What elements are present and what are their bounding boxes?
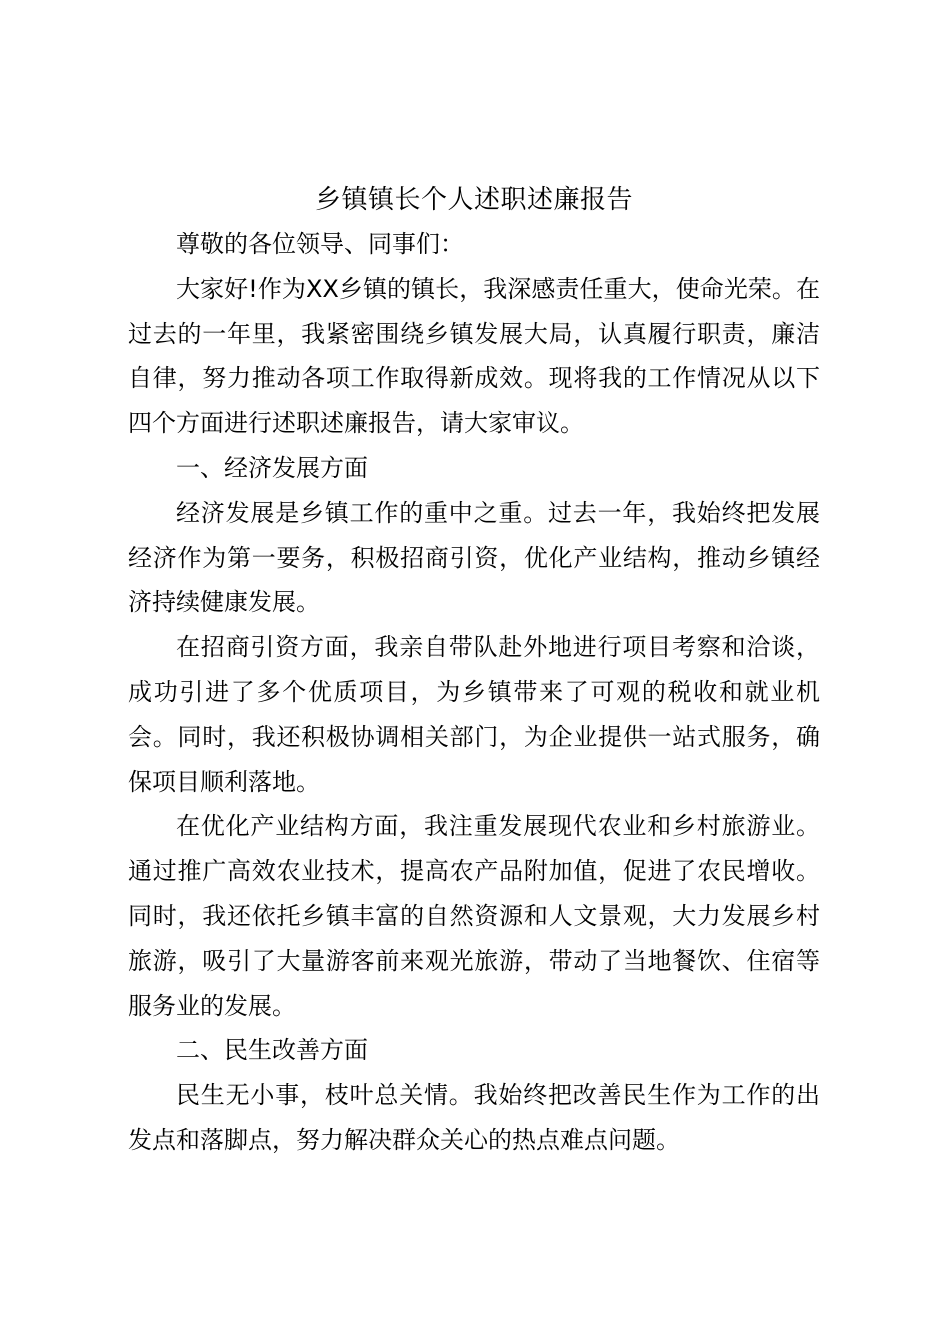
paragraph-industry: 在优化产业结构方面，我注重发展现代农业和乡村旅游业。通过推广高效农业技术，提高农产品附加值，促进了农民增收。同时，我还依托乡镇丰富的自然资源和人文景观，大力发展乡村旅游，吸引了大量游客前来观光旅游，带动了当地餐饮、住宿等服务业的发展。 — [128, 812, 820, 1020]
paragraph-investment: 在招商引资方面，我亲自带队赴外地进行项目考察和洽谈，成功引进了多个优质项目，为乡镇带来了可观的税收和就业机会。同时，我还积极协调相关部门，为企业提供一站式服务，确保项目顺利落地。 — [128, 633, 820, 796]
salutation: 尊敬的各位领导、同事们： — [176, 230, 464, 258]
paragraph-livelihood: 民生无小事，枝叶总关情。我始终把改善民生作为工作的出发点和落脚点，努力解决群众关心的热点难点问题。 — [128, 1081, 820, 1154]
paragraph-economy: 经济发展是乡镇工作的重中之重。过去一年，我始终把发展经济作为第一要务，积极招商引资，优化产业结构，推动乡镇经济持续健康发展。 — [128, 498, 820, 617]
paragraph-intro: 大家好!作为XX乡镇的镇长，我深感责任重大，使命光荣。在过去的一年里，我紧密围绕乡镇发展大局，认真履行职责，廉洁自律，努力推动各项工作取得新成效。现将我的工作情况从以下四个方面进行述职述廉报告，请大家审议。 — [128, 274, 820, 438]
section-heading-livelihood: 二、民生改善方面 — [176, 1036, 368, 1065]
section-heading-economy: 一、经济发展方面 — [176, 453, 368, 482]
document-title: 乡镇镇长个人述职述廉报告 — [314, 185, 633, 215]
document-body — [128, 178, 820, 1163]
